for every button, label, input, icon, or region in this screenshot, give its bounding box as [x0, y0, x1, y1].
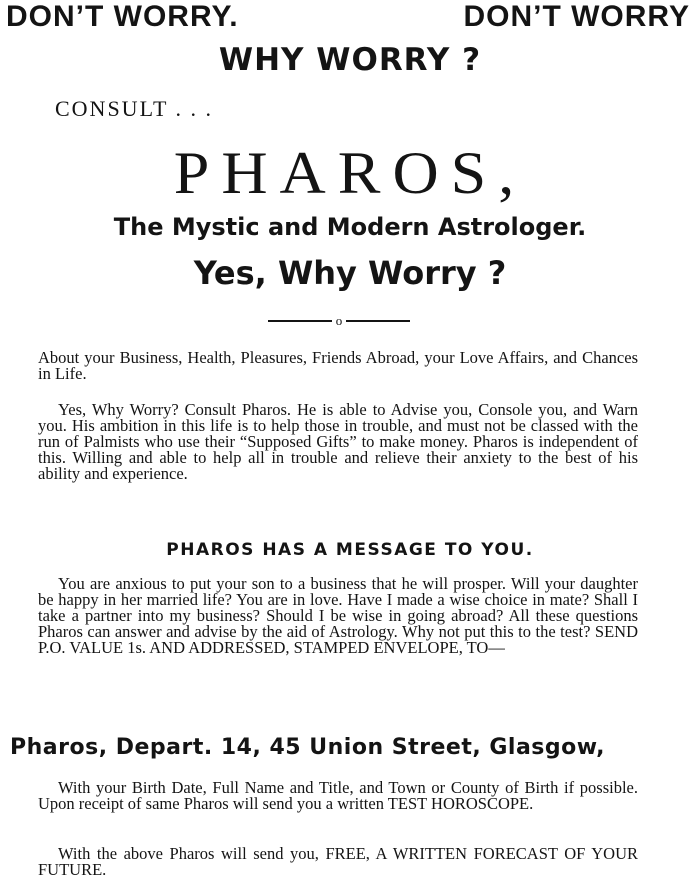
- paragraph-forecast-text: With the above Pharos will send you, FREE, A WRITTEN FORECAST OF YOUR FUTURE.: [38, 844, 638, 879]
- paragraph-questions: [38, 576, 638, 656]
- paragraph-intro: [38, 350, 638, 382]
- headline-left: DON’T WORRY.: [6, 0, 239, 33]
- paragraph-intro-text: About your Business, Health, Pleasures, Friends Abroad, your Love Affairs, and Chances in Life.: [38, 348, 638, 383]
- consult-label: CONSULT . . .: [55, 96, 214, 121]
- headline-row: [0, 0, 700, 40]
- why-worry-heading: WHY WORRY ?: [218, 42, 482, 78]
- paragraph-forecast: [38, 846, 638, 878]
- ornamental-divider: [268, 312, 410, 330]
- paragraph-birth: [38, 780, 638, 812]
- subtitle: The Mystic and Modern Astrologer.: [113, 213, 587, 241]
- message-heading: PHAROS HAS A MESSAGE TO YOU.: [166, 540, 534, 560]
- tagline: Yes, Why Worry ?: [193, 254, 507, 292]
- divider-mark: o: [335, 313, 343, 328]
- address-line: Pharos, Depart. 14, 45 Union Street, Glasgow,: [10, 735, 606, 760]
- paragraph-ambition-text: Yes, Why Worry? Consult Pharos. He is able to Advise you, Console you, and Warn you. His ambition in this life is to help those in trouble, and must not be classed with the run of Palmists who use their “Supposed Gifts” to make money. Pharos is independent of this. Willing and able to help all in trouble and relieve their anxiety to the best of his ability and experience.: [38, 400, 638, 483]
- headline-right: DON’T WORRY: [463, 0, 690, 33]
- paragraph-birth-text: With your Birth Date, Full Name and Title, and Town or County of Birth if possible. Upon receipt of same Pharos will send you a written TEST HOROSCOPE.: [38, 778, 638, 813]
- paragraph-questions-text: You are anxious to put your son to a business that he will prosper. Will your daughter be happy in her married life? You are in love. Have I made a wise choice in mate? Shall I take a partner into my business? Should I be wise in going abroad? All these questions Pharos can answer and advise by the aid of Astrology. Why not put this to the test? SEND P.O. VALUE 1s. AND ADDRESSED, STAMPED ENVELOPE, TO—: [38, 574, 638, 657]
- pharos-title-text: PHAROS,: [173, 138, 527, 207]
- pharos-title: [0, 136, 700, 210]
- paragraph-ambition: [38, 402, 638, 482]
